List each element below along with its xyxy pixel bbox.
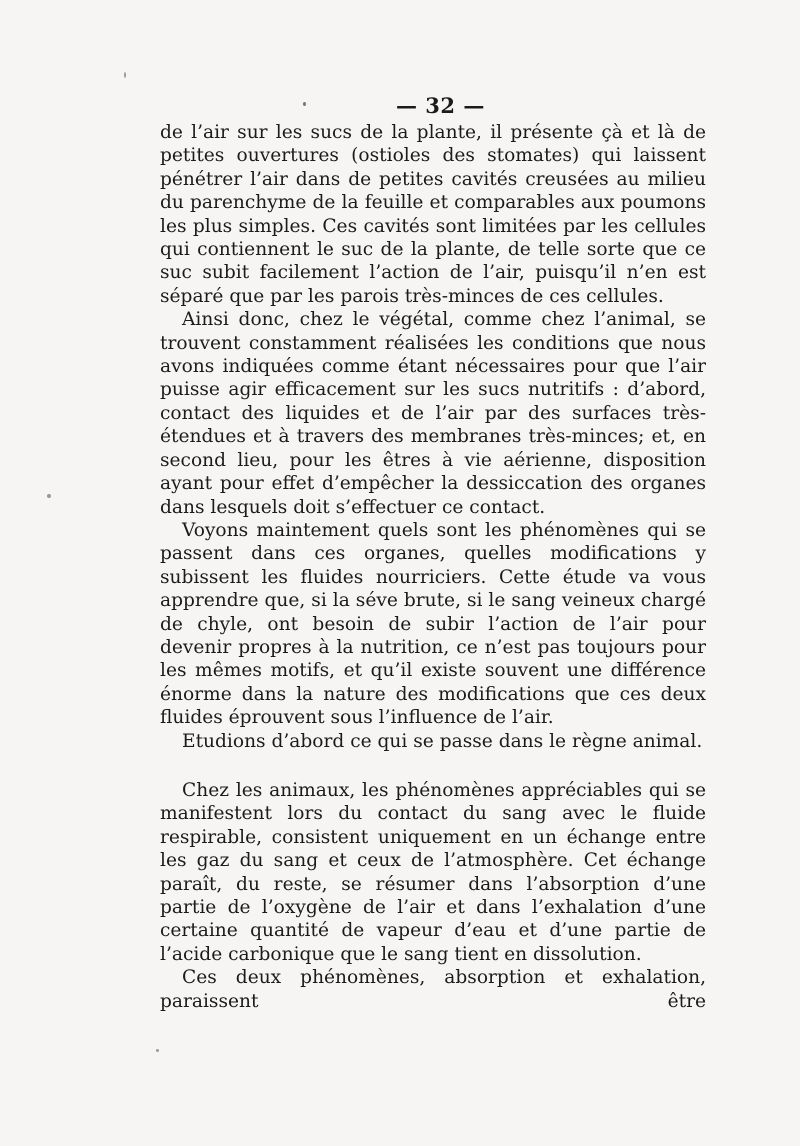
ink-speck — [124, 72, 126, 78]
paragraph-phenomena: Voyons maintement quels sont les phénomènes qui se passent dans ces organes, quelles modifications y subissent les fluides nourriciers. Cette étude va vous apprendre que, si la séve brute, si le sang veineux chargé de chyle, ont besoin de subir l’action de l’air pour devenir propres à la nutrition, ce n’est pas toujours pour les mêmes motifs, et qu’il existe souvent une différence énorme dans la nature des modifications que ces deux fluides éprouvent sous l’influence de l’air. — [160, 519, 706, 729]
body-text — [160, 121, 706, 1013]
paragraph-gas-exchange: Chez les animaux, les phénomènes appréciables qui se manifestent lors du contact du sang avec le fluide respirable, consistent uniquement en un échange entre les gaz du sang et ceux de l’atmosphère. Cet échange paraît, du reste, se résumer dans l’absorption d’une partie de l’oxygène de l’air et dans l’exhalation d’une certaine quantité de vapeur d’eau et d’une partie de l’acide carbonique que le sang tient en dissolution. — [160, 779, 706, 965]
ink-mark — [303, 102, 306, 106]
page-number: — 32 — — [396, 93, 485, 118]
paragraph-continuation: de l’air sur les sucs de la plante, il présente çà et là de petites ouvertures (ostioles des stomates) qui laissent pénétrer l’air dans de petites cavités creusées au milieu du parenchyme de la feuille et comparables aux poumons les plus simples. Ces cavités sont limitées par les cellules qui contiennent le suc de la plante, de telle sorte que ce suc subit facilement l’action de l’air, puisqu’il n’en est séparé que par les parois très-minces de ces cellules. — [160, 122, 706, 307]
page-header — [0, 93, 800, 121]
paragraph-vegetal-conditions: Ainsi donc, chez le végétal, comme chez l’animal, se trouvent constamment réalisées les conditions que nous avons indiquées comme étant nécessaires pour que l’air puisse agir efficacement sur les sucs nutritifs : d’abord, contact des liquides et de l’air par des surfaces très-étendues et à travers des membranes très-minces; et, en second lieu, pour les êtres à vie aérienne, disposition ayant pour effet d’empêcher la dessiccation des organes dans lesquels doit s’effectuer ce contact. — [160, 309, 706, 518]
paragraph-absorption-exhalation: Ces deux phénomènes, absorption et exhalation, paraissent être — [160, 967, 706, 1012]
ink-speck — [156, 1049, 159, 1052]
paragraph-animal-kingdom-intro: Etudions d’abord ce qui se passe dans le règne animal. — [182, 730, 703, 752]
ink-speck — [47, 494, 51, 498]
